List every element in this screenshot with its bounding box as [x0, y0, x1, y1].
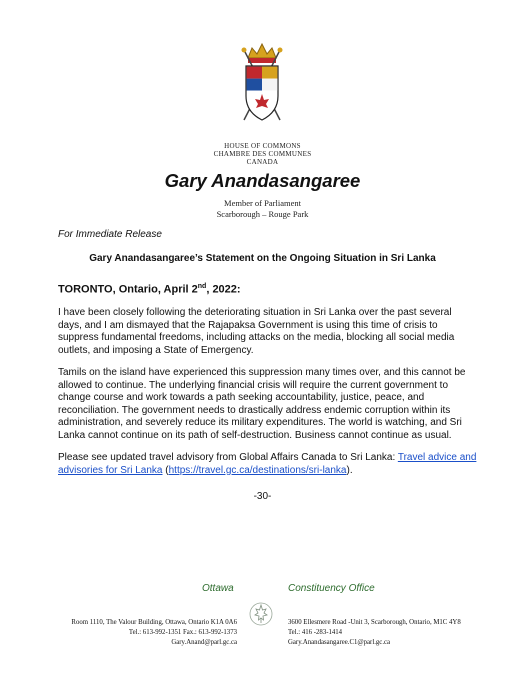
- ottawa-office-label: Ottawa: [202, 583, 234, 594]
- ottawa-phone: Tel.: 613-992-1351 Fax.: 613-992-1373: [128, 629, 237, 636]
- dateline: [58, 283, 241, 296]
- travel-url-link[interactable]: https://travel.gc.ca/destinations/sri-lanka: [168, 464, 347, 476]
- member-name: Gary Anandasangaree: [164, 170, 361, 191]
- house-of-commons-label: HOUSE OF COMMONS: [224, 142, 301, 150]
- travel-advice-link[interactable]: Travel advice and advisories for Sri Lanka: [58, 452, 477, 476]
- constituency-address-block: [288, 618, 461, 648]
- headline-bold: Gary Anandasangaree’s Statement: [89, 253, 255, 264]
- advisory-text: Please see updated travel advisory from Global Affairs Canada to Sri Lanka:: [58, 452, 398, 463]
- dateline-prefix: TORONTO, Ontario, April 2: [58, 283, 198, 296]
- paragraph-2: Tamils on the island have experienced this suppression many times over, and this cannot be allowed to continue. The underlying financial crisis will require the current government to change course and work towards a path seeking accountability, justice, peace, and reconciliation. The government needs to drastically address endemic corruption within its administration, and severely reduce its military expenditures. The world is watching, and Sri Lanka cannot continue on its path of self-destruction. Business cannot continue as usual.: [58, 367, 466, 441]
- maple-leaf-emblem-icon: [248, 600, 274, 630]
- release-note: For Immediate Release: [58, 229, 162, 240]
- advisory-paragraph: [58, 452, 478, 477]
- riding-name: Scarborough – Rouge Park: [216, 209, 309, 219]
- dateline-suffix: nd: [197, 283, 207, 290]
- ottawa-address: Room 1110, The Valour Building, Ottawa, Ontario K1A 0A6: [71, 619, 237, 626]
- canada-label: CANADA: [246, 158, 279, 166]
- constituency-email[interactable]: Gary.Anandasangaree.C1@parl.gc.ca: [288, 639, 391, 646]
- house-of-commons-crest-icon: [234, 40, 290, 132]
- member-title: Member of Parliament: [224, 198, 301, 208]
- advisory-paren-open: (: [162, 464, 169, 476]
- end-mark: -30-: [253, 491, 272, 502]
- ottawa-email[interactable]: Gary.Anand@parl.gc.ca: [171, 639, 237, 646]
- constituency-address: 3600 Ellesmere Road -Unit 3, Scarborough, Ontario, M1C 4Y8: [288, 619, 461, 626]
- constituency-office-label: Constituency Office: [288, 583, 375, 594]
- ottawa-address-block: [71, 618, 237, 648]
- advisory-paren-close: ).: [346, 464, 353, 476]
- paragraph-1: I have been closely following the deteriorating situation in Sri Lanka over the past several days, and I am dismayed that the Rajapaksa Government is using this time of crisis to suppress fundamental freedoms, including attacks on the media, blocking all social media outlets, and imposing a State of Emergency.: [58, 307, 455, 356]
- headline-rest: on the Ongoing Situation in Sri Lanka: [254, 253, 436, 264]
- dateline-end: , 2022:: [206, 283, 241, 296]
- chambre-des-communes-label: CHAMBRE DES COMMUNES: [213, 150, 312, 158]
- constituency-phone: Tel.: 416 -283-1414: [288, 629, 343, 636]
- statement-headline: [0, 253, 525, 264]
